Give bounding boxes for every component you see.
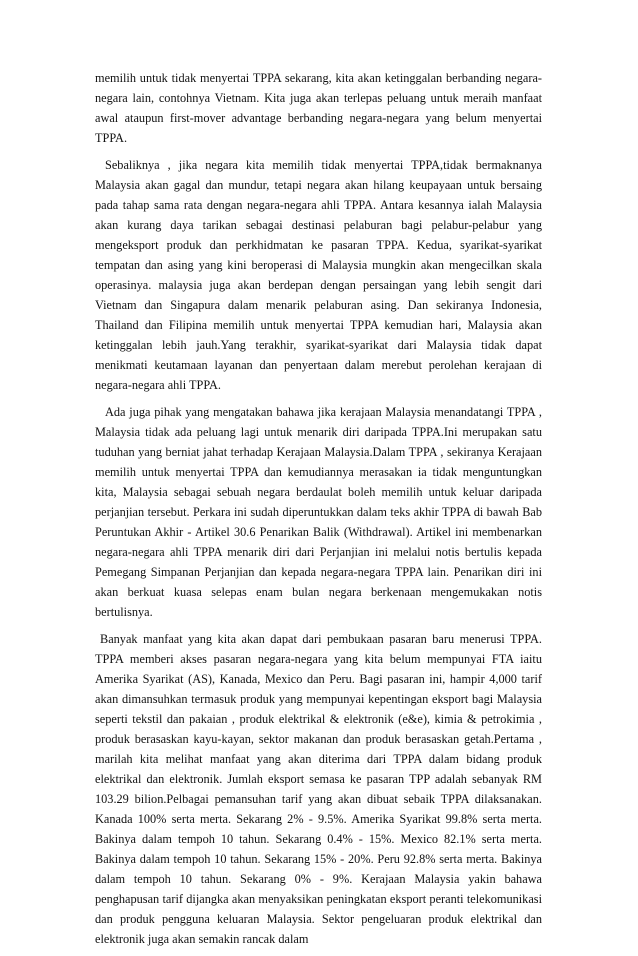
- paragraph-2: Sebaliknya , jika negara kita memilih tidak menyertai TPPA,tidak bermaknanya Malaysia akan gagal dan mundur, tetapi negara akan hilang keupayaan untuk bersaing pada tahap sama rata dengan negara-negara ahli TPPA. Antara kesannya ialah Malaysia akan kurang daya tarikan sebagai destinasi pelaburan bagi pelabur-pelabur yang mengeksport produk dan perkhidmatan ke pasaran TPPA. Kedua, syarikat-syarikat tempatan dan asing yang kini beroperasi di Malaysia mungkin akan mengecilkan skala operasinya. malaysia juga akan berdepan dengan persaingan yang lebih sengit dari Vietnam dan Singapura dalam menarik pelaburan asing. Dan sekiranya Indonesia, Thailand dan Filipina memilih untuk menyertai TPPA kemudian hari, Malaysia akan ketinggalan lebih jauh.Yang terakhir, syarikat-syarikat dari Malaysia tidak dapat menikmati keutamaan layanan dan penyertaan dalam merebut perolehan kerajaan di negara-negara ahli TPPA.: [95, 158, 542, 392]
- paragraph-4: Banyak manfaat yang kita akan dapat dari pembukaan pasaran baru menerusi TPPA. TPPA memberi akses pasaran negara-negara yang kita belum mempunyai FTA iaitu Amerika Syarikat (AS), Kanada, Mexico dan Peru. Bagi pasaran ini, hampir 4,000 tarif akan dimansuhkan termasuk produk yang mempunyai kepentingan eksport bagi Malaysia seperti tekstil dan pakaian , produk elektrikal & elektronik (e&e), kimia & petrokimia , produk berasaskan kayu-kayan, sektor makanan dan produk berasaskan getah.Pertama , marilah kita melihat manfaat yang akan diterima dari TPPA dalam bidang produk elektrikal dan elektronik. Jumlah eksport semasa ke pasaran TPP adalah sebanyak RM 103.29 bilion.Pelbagai pemansuhan tarif yang akan dibuat sebaik TPPA dilaksanakan. Kanada 100% serta merta. Sekarang 2% - 9.5%. Amerika Syarikat 99.8% serta merta. Bakinya dalam tempoh 10 tahun. Sekarang 0.4% - 15%. Mexico 82.1% serta merta. Bakinya dalam tempoh 10 tahun. Sekarang 15% - 20%. Peru 92.8% serta merta. Bakinya dalam tempoh 10 tahun. Sekarang 0% - 9%. Kerajaan Malaysia yakin bahawa penghapusan tarif dijangka akan menyaksikan peningkatan eksport peranti telekomunikasi dan produk pengguna keluaran Malaysia. Sektor pengeluaran produk elektrikal dan elektronik juga akan semakin rancak dalam: [95, 632, 542, 946]
- document-page: [95, 68, 542, 956]
- paragraph-1: memilih untuk tidak menyertai TPPA sekarang, kita akan ketinggalan berbanding negara-negara lain, contohnya Vietnam. Kita juga akan terlepas peluang untuk meraih manfaat awal ataupun first-mover advantage berbanding negara-negara yang belum menyertai TPPA.: [95, 71, 542, 145]
- paragraph-3: Ada juga pihak yang mengatakan bahawa jika kerajaan Malaysia menandatangi TPPA , Malaysia tidak ada peluang lagi untuk menarik diri daripada TPPA.Ini merupakan satu tuduhan yang berniat jahat terhadap Kerajaan Malaysia.Dalam TPPA , sekiranya Kerajaan memilih untuk menyertai TPPA dan kemudiannya merasakan ia tidak menguntungkan kita, Malaysia sebagai sebuah negara berdaulat boleh memilih untuk keluar daripada perjanjian tersebut. Perkara ini sudah diperuntukkan dalam teks akhir TPPA di bawah Bab Peruntukan Akhir - Artikel 30.6 Penarikan Balik (Withdrawal). Artikel ini membenarkan negara-negara ahli TPPA menarik diri dari Perjanjian ini melalui notis bertulis kepada Pemegang Simpanan Perjanjian dan kepada negara-negara TPPA lain. Penarikan diri ini akan berkuat kuasa selepas enam bulan negara berkenaan mengemukakan notis bertulisnya.: [95, 405, 542, 619]
